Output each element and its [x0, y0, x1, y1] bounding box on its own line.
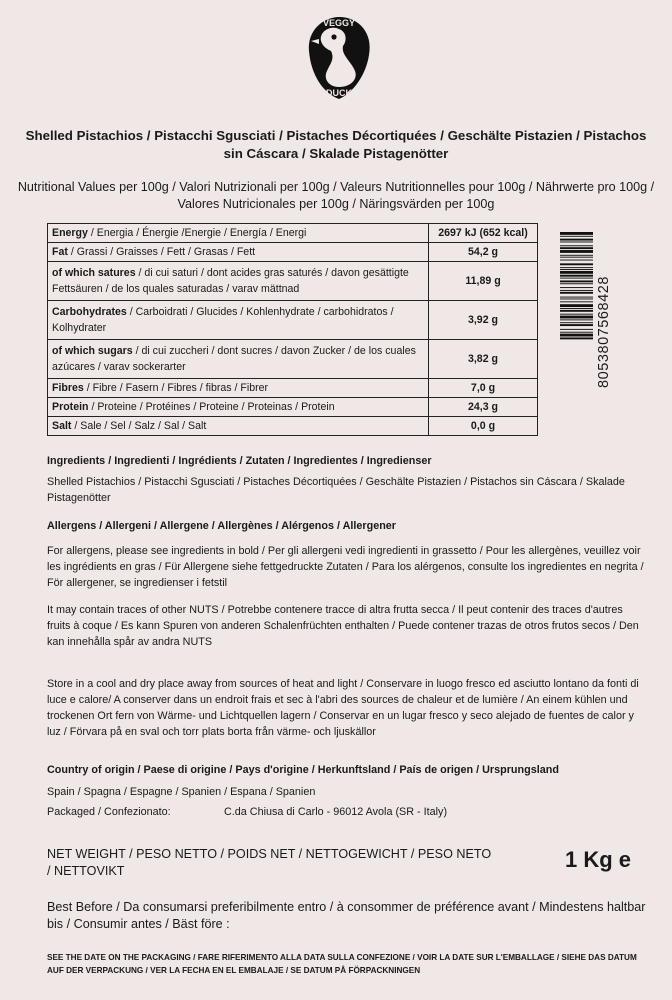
- barcode-bar: [560, 245, 593, 246]
- nutrition-heading: Nutritional Values per 100g / Valori Nutrizionali per 100g / Valeurs Nutritionnelles pour 100g / Nährwerte pro 100g / Valores Nutricionales per 100g / Näringsvärden per 100g: [17, 180, 655, 211]
- barcode-bar: [560, 304, 593, 307]
- barcode-bar: [560, 260, 593, 261]
- net-weight-label: NET WEIGHT / PESO NETTO / POIDS NET / NETTOGEWICHT / PESO NETO / NETTOVIKT: [47, 847, 492, 878]
- nutrient-value: 7,0 g: [429, 379, 538, 398]
- barcode-bar: [560, 267, 593, 268]
- barcode-bar: [560, 301, 593, 302]
- nutrient-value: 3,82 g: [429, 340, 538, 379]
- logo-text-bottom: DUCK: [326, 88, 352, 98]
- nutrient-label: Energy / Energia / Énergie /Energie / Energía / Energi: [48, 224, 429, 243]
- barcode-bar: [560, 310, 593, 312]
- nutrient-value: 3,92 g: [429, 301, 538, 340]
- barcode-bar: [560, 329, 593, 330]
- product-title: Shelled Pistachios / Pistacchi Sgusciati / Pistaches Décortiquées / Geschälte Pistazien / Pistachos sin Cáscara / Skalade Pistagenötter: [25, 128, 647, 161]
- table-row: [48, 262, 538, 301]
- allergens-text: For allergens, please see ingredients in bold / Per gli allergeni vedi ingredienti in grassetto / Pour les allergènes, veuillez voir les ingrédients en gras / Für Allergene siehe fettgedruckte Zutaten / Para los alérgenos, consulte los ingredientes en negrita / För allergener, se ingredienser i fetstil: [47, 545, 644, 589]
- nutrient-value: 0,0 g: [429, 417, 538, 436]
- barcode-bar: [560, 278, 593, 279]
- barcode-bar: [560, 247, 593, 249]
- barcode-bar: [560, 316, 593, 319]
- nutrient-label: Protein / Proteine / Protéines / Proteine / Proteinas / Protein: [48, 398, 429, 417]
- barcode-bar: [560, 239, 593, 241]
- barcode-bar: [560, 324, 593, 326]
- barcode-number: 8053807568428: [596, 276, 612, 388]
- barcode-bar: [560, 263, 593, 265]
- ingredients-text: Shelled Pistachios / Pistacchi Sgusciati / Pistaches Décortiquées / Geschälte Pistazien / Pistachos sin Cáscara / Skalade Pistagenötter: [47, 476, 625, 504]
- nutrient-label: Carbohydrates / Carboidrati / Glucides / Kohlenhydrate / carbohidratos / Kolhydrater: [48, 301, 429, 340]
- barcode-bar: [560, 308, 593, 309]
- packaged-label: Packaged / Confezionato:: [47, 806, 171, 818]
- barcode-bar: [560, 257, 593, 258]
- table-row: [48, 398, 538, 417]
- allergens-heading: Allergens / Allergeni / Allergene / Allergènes / Alérgenos / Allergener: [47, 520, 397, 532]
- table-row: [48, 379, 538, 398]
- barcode-bar: [560, 283, 593, 284]
- nutrient-label: Fibres / Fibre / Fasern / Fibres / fibras / Fibrer: [48, 379, 429, 398]
- nutrient-label: of which satures / di cui saturi / dont acides gras saturés / davon gesättigte Fettsäuren / de los quales saturadas / varav mättnad: [48, 262, 429, 301]
- nutrient-label: Salt / Sale / Sel / Salz / Sal / Salt: [48, 417, 429, 436]
- nutrient-value: 24,3 g: [429, 398, 538, 417]
- packaged-address: C.da Chiusa di Carlo - 96012 Avola (SR - Italy): [224, 806, 448, 818]
- barcode-bar: [560, 334, 593, 337]
- net-weight-value: 1 Kg e: [565, 847, 632, 872]
- barcode-bar: [560, 287, 593, 288]
- barcode-bar: [560, 337, 593, 339]
- barcode-bar: [560, 271, 593, 274]
- best-before-label: Best Before / Da consumarsi preferibilmente entro / à consommer de préférence avant / Mindestens haltbar bis / Consumir antes / Bäst före :: [47, 900, 646, 931]
- nutrient-value: 11,89 g: [429, 262, 538, 301]
- nutrition-table: [47, 223, 538, 436]
- origin-heading: Country of origin / Paese di origine / Pays d'origine / Herkunftsland / País de origen / Ursprungsland: [47, 764, 559, 776]
- barcode-bar: [560, 322, 593, 323]
- origin-text: Spain / Spagna / Espagne / Spanien / Espana / Spanien: [47, 786, 316, 798]
- barcode-bar: [560, 319, 593, 320]
- barcode-bar: [560, 290, 593, 291]
- veggy-duck-logo: [303, 13, 375, 103]
- barcode-bar: [560, 280, 593, 282]
- traces-text: It may contain traces of other NUTS / Potrebbe contenere tracce di altra frutta secca / Il peut contenir des traces d'autres fruits à coque / Es kann Spuren von anderen Schalenfrüchten enthalten / Puede contener trazas de otros frutos secos / Den kan innehålla spår av andra NUTS: [47, 604, 639, 648]
- nutrient-value: 54,2 g: [429, 243, 538, 262]
- barcode-bar: [560, 250, 593, 253]
- barcode-bar: [560, 255, 593, 256]
- nutrient-value: 2697 kJ (652 kcal): [429, 224, 538, 243]
- barcode-bar: [560, 314, 593, 315]
- see-date-note: SEE THE DATE ON THE PACKAGING / FARE RIFERIMENTO ALLA DATA SULLA CONFEZIONE / VOIR LA DATE SUR L'EMBALLAGE / SIEHE DAS DATUM AUF DER VERPACKUNG / VER LA FECHA EN EL EMBALAJE / SE DATUM PÅ FÖRPACKNINGEN: [47, 953, 637, 975]
- table-row: [48, 301, 538, 340]
- barcode-bar: [560, 275, 593, 277]
- barcode-bar: [560, 232, 593, 235]
- barcode-bar: [560, 269, 593, 270]
- barcode-bar: [560, 332, 593, 333]
- barcode-bar: [560, 292, 593, 294]
- storage-text: Store in a cool and dry place away from sources of heat and light / Conservare in luogo fresco ed asciutto lontano da fonti di luce e calore/ A conserver dans un endroit frais et sec à l'abri des sources de chaleur et de lumière / An einem kühlen und trockenen Ort fern von Wärme- und Lichtquellen lagern / Conservar en un lugar fresco y seco alejado de fuentes de calor y luz / Förvara på en sval och torr plats borta från värme- och ljuskällor: [47, 678, 639, 738]
- table-row: [48, 243, 538, 262]
- table-row: [48, 417, 538, 436]
- nutrient-label: of which sugars / di cui zuccheri / dont sucres / davon Zucker / de los cuales azúcares / varav sockerarter: [48, 340, 429, 379]
- table-row: [48, 224, 538, 243]
- barcode-bar: [560, 242, 593, 243]
- barcode-bar: [560, 297, 593, 298]
- logo-text-top: VEGGY: [322, 18, 356, 28]
- ingredients-heading: Ingredients / Ingredienti / Ingrédients / Zutaten / Ingredientes / Ingredienser: [47, 455, 432, 467]
- table-row: [48, 340, 538, 379]
- nutrient-label: Fat / Grassi / Graisses / Fett / Grasas / Fett: [48, 243, 429, 262]
- barcode-bar: [560, 236, 593, 237]
- barcode-bar: [560, 299, 593, 300]
